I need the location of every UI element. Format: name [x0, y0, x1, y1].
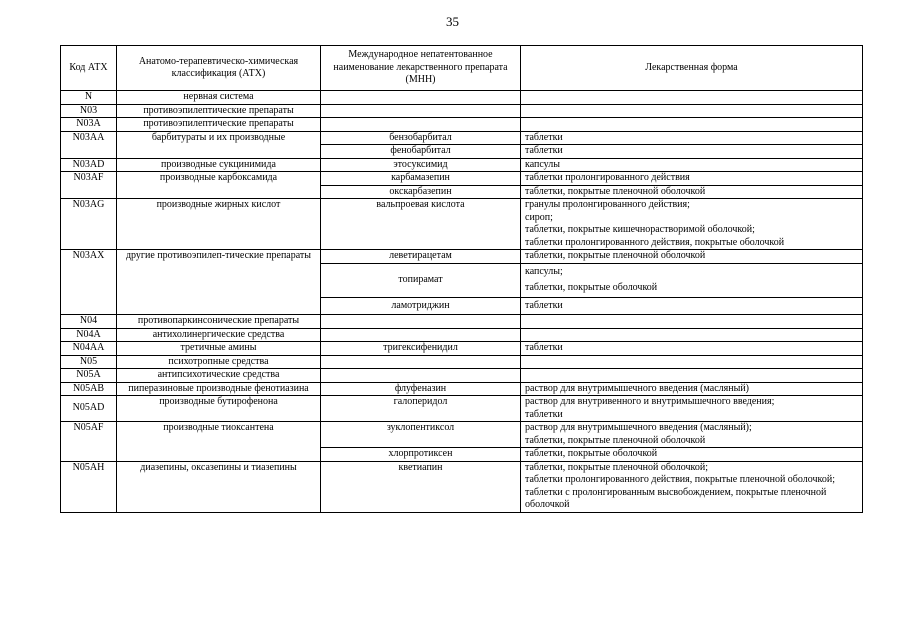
form-cell: [521, 199, 863, 250]
inn-cell: леветирацетам: [321, 250, 521, 264]
table-row: [61, 158, 863, 172]
code-cell: N05AB: [61, 382, 117, 396]
form-line: раствор для внутривенного и внутримышечного введения;: [525, 396, 775, 407]
inn-cell: тригексифенидил: [321, 342, 521, 356]
form-cell: [521, 315, 863, 329]
form-line: таблетки, покрытые кишечнорастворимой оболочкой;: [525, 224, 755, 235]
table-row: [61, 104, 863, 118]
table-row: [61, 250, 863, 264]
code-cell: N05AF: [61, 422, 117, 462]
form-cell: [521, 118, 863, 132]
form-cell: [521, 396, 863, 422]
class-cell: производные жирных кислот: [117, 199, 321, 250]
inn-cell: фенобарбитал: [321, 145, 521, 159]
inn-cell: карбамазепин: [321, 172, 521, 186]
inn-cell: бензобарбитал: [321, 131, 521, 145]
atx-table: [60, 45, 863, 513]
code-cell: N04AA: [61, 342, 117, 356]
inn-cell: этосуксимид: [321, 158, 521, 172]
table-row: [61, 118, 863, 132]
form-line: раствор для внутримышечного введения (масляный);: [525, 422, 752, 433]
table-row: [61, 131, 863, 145]
form-line: таблетки с пролонгированным высвобождением, покрытые пленочной оболочкой: [525, 486, 827, 510]
code-cell: N03AD: [61, 158, 117, 172]
code-cell: N03AG: [61, 199, 117, 250]
class-cell: диазепины, оксазепины и тиазепины: [117, 461, 321, 512]
code-cell: N04A: [61, 328, 117, 342]
form-cell: раствор для внутримышечного введения (масляный): [521, 382, 863, 396]
code-cell: N05: [61, 355, 117, 369]
inn-cell: [321, 315, 521, 329]
code-cell: N05AD: [61, 396, 117, 422]
inn-cell: флуфеназин: [321, 382, 521, 396]
class-cell: противоэпилептические препараты: [117, 104, 321, 118]
inn-cell: ламотриджин: [321, 297, 521, 315]
form-cell: таблетки: [521, 145, 863, 159]
inn-cell: [321, 355, 521, 369]
code-cell: N03: [61, 104, 117, 118]
form-line: таблетки, покрытые пленочной оболочкой;: [525, 461, 709, 473]
table-header-row: [61, 46, 863, 91]
inn-cell: [321, 91, 521, 105]
inn-cell: галоперидол: [321, 396, 521, 422]
inn-cell: [321, 118, 521, 132]
code-cell: N05A: [61, 369, 117, 383]
table-row: [61, 172, 863, 186]
code-cell: N03AF: [61, 172, 117, 199]
code-cell: N: [61, 91, 117, 105]
table-row: [61, 199, 863, 250]
form-cell: [521, 461, 863, 512]
class-cell: психотропные средства: [117, 355, 321, 369]
form-cell: [521, 104, 863, 118]
class-cell: производные карбоксамида: [117, 172, 321, 199]
table-row: [61, 315, 863, 329]
inn-cell: вальпроевая кислота: [321, 199, 521, 250]
form-line: таблетки пролонгированного действия, покрытые пленочной оболочкой;: [525, 474, 835, 485]
form-cell: [521, 422, 863, 448]
table-row: [61, 461, 863, 512]
table-row: [61, 422, 863, 448]
inn-cell: хлорпротиксен: [321, 448, 521, 462]
code-cell: N03AA: [61, 131, 117, 158]
form-line: таблетки, покрытые оболочкой: [525, 282, 658, 293]
header-form: Лекарственная форма: [521, 46, 863, 91]
inn-cell: [321, 104, 521, 118]
table-row: [61, 91, 863, 105]
inn-cell: кветиапин: [321, 461, 521, 512]
code-cell: N05AH: [61, 461, 117, 512]
inn-cell: [321, 369, 521, 383]
form-cell: [521, 355, 863, 369]
table-row: [61, 355, 863, 369]
code-cell: N04: [61, 315, 117, 329]
class-cell: барбитураты и их производные: [117, 131, 321, 158]
class-cell: производные сукцинимида: [117, 158, 321, 172]
table-row: [61, 342, 863, 356]
inn-cell: топирамат: [321, 263, 521, 297]
class-cell: нервная система: [117, 91, 321, 105]
table-row: [61, 382, 863, 396]
inn-cell: зуклопентиксол: [321, 422, 521, 448]
form-cell: [521, 369, 863, 383]
form-cell: таблетки: [521, 297, 863, 315]
inn-cell: [321, 328, 521, 342]
header-code: Код АТХ: [61, 46, 117, 91]
form-cell: таблетки, покрытые пленочной оболочкой: [521, 185, 863, 199]
inn-cell: окскарбазепин: [321, 185, 521, 199]
class-cell: другие противоэпилеп-тические препараты: [117, 250, 321, 315]
class-cell: противоэпилептические препараты: [117, 118, 321, 132]
form-cell: [521, 328, 863, 342]
form-cell: таблетки: [521, 342, 863, 356]
table-row: [61, 369, 863, 383]
header-class: Анатомо-терапевтическо-химическая классификация (АТХ): [117, 46, 321, 91]
form-line: капсулы;: [525, 265, 563, 277]
class-cell: антипсихотические средства: [117, 369, 321, 383]
table-row: [61, 328, 863, 342]
form-line: таблетки пролонгированного действия, покрытые оболочкой: [525, 236, 785, 248]
form-line: таблетки, покрытые пленочной оболочкой: [525, 434, 706, 446]
page-number: 35: [446, 14, 459, 29]
form-line: сироп;: [525, 211, 553, 223]
form-cell: [521, 263, 863, 297]
class-cell: третичные амины: [117, 342, 321, 356]
form-cell: таблетки: [521, 131, 863, 145]
form-cell: капсулы: [521, 158, 863, 172]
class-cell: производные тиоксантена: [117, 422, 321, 462]
class-cell: противопаркинсонические препараты: [117, 315, 321, 329]
form-cell: таблетки, покрытые пленочной оболочкой: [521, 250, 863, 264]
form-cell: таблетки пролонгированного действия: [521, 172, 863, 186]
form-line: гранулы пролонгированного действия;: [525, 199, 690, 210]
table-row: [61, 396, 863, 422]
header-inn: Международное непатентованное наименование лекарственного препарата (МНН): [321, 46, 521, 91]
class-cell: производные бутирофенона: [117, 396, 321, 422]
code-cell: N03A: [61, 118, 117, 132]
class-cell: пиперазиновые производные фенотиазина: [117, 382, 321, 396]
form-cell: [521, 91, 863, 105]
class-cell: антихолинергические средства: [117, 328, 321, 342]
code-cell: N03AX: [61, 250, 117, 315]
form-cell: таблетки, покрытые оболочкой: [521, 448, 863, 462]
form-line: таблетки: [525, 408, 563, 420]
